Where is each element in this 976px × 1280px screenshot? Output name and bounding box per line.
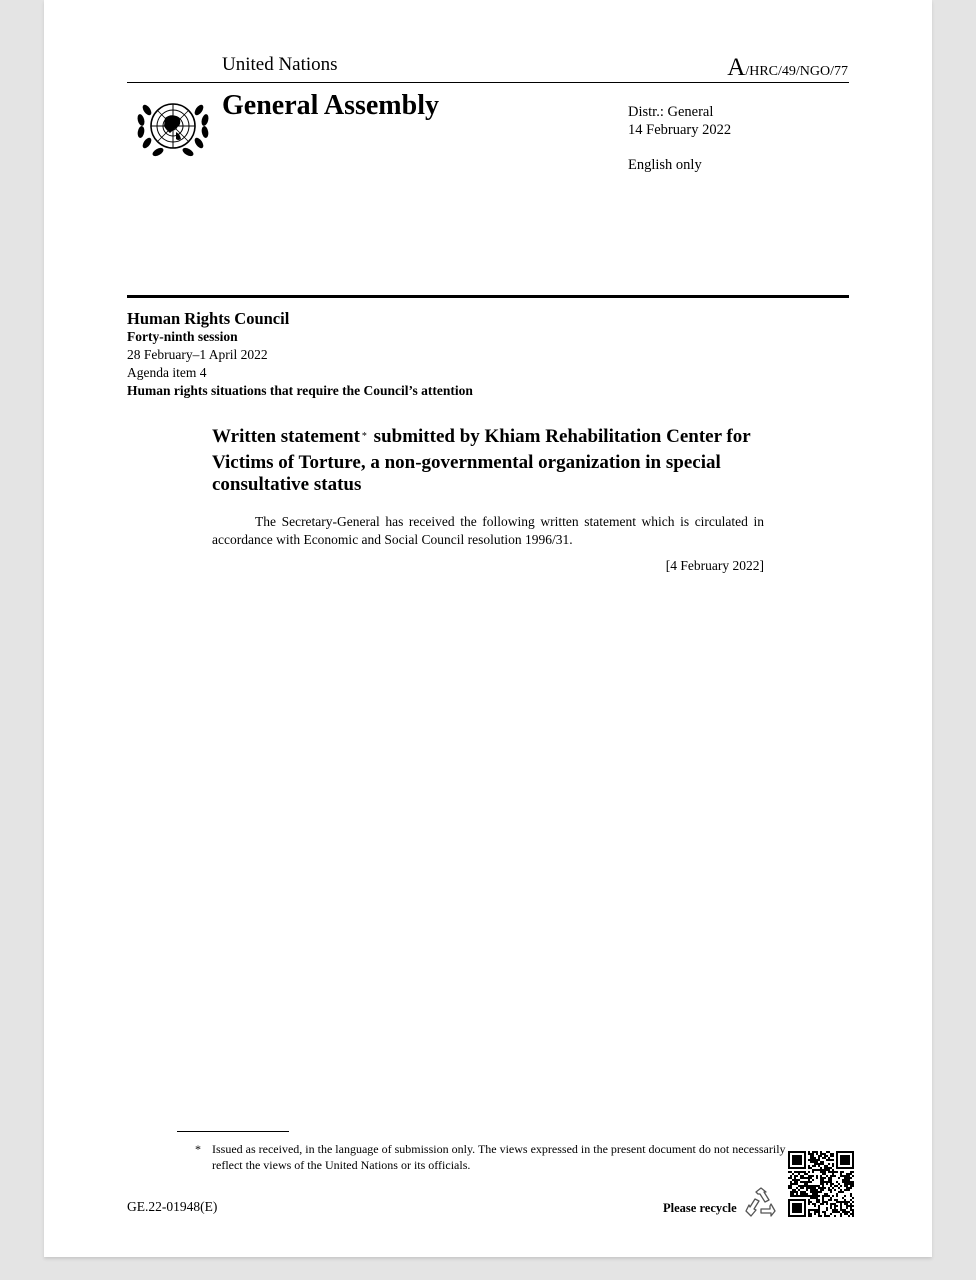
statement-heading [212,426,772,497]
footnote-reference[interactable]: * [361,431,367,442]
footnote-rule [177,1131,289,1132]
footnote-text: Issued as received, in the language of submission only. The views expressed in the present document do not necessarily reflect the views of the United Nations or its officials. [212,1142,786,1172]
document-symbol [727,55,848,80]
un-emblem-icon [132,92,214,162]
received-date: [4 February 2022] [665,558,764,573]
document-number: GE.22-01948(E) [127,1199,218,1214]
agenda-title: Human rights situations that require the Council’s attention [127,383,473,398]
language-note: English only [628,157,702,173]
issue-date: 14 February 2022 [628,122,732,138]
footnote [195,1141,786,1173]
org-name: United Nations [222,54,338,75]
intro-paragraph: The Secretary-General has received the following written statement which is circulated in accordance with Economic and Social Council resolution 1996/31. [212,514,764,547]
recycle-icon [744,1186,778,1220]
heading-part2: submitted by Khiam Rehabilitation Center for Victims of Torture, a non-governmental organization in special consultative status [212,426,751,495]
agenda-item: Agenda item 4 [127,365,207,380]
symbol-prefix: A [727,54,746,81]
section-rule [127,295,849,298]
distribution: Distr.: General [628,104,714,120]
body-title: General Assembly [222,90,439,121]
document-page [44,0,932,1257]
recycle-label: Please recycle [663,1201,737,1215]
footnote-mark: * [195,1142,201,1156]
council-name: Human Rights Council [127,309,290,328]
symbol-rest: /HRC/49/NGO/77 [745,64,848,79]
heading-part1: Written statement [212,426,360,447]
session-name: Forty-ninth session [127,329,238,344]
distribution-block [628,103,731,139]
session-dates: 28 February–1 April 2022 [127,347,268,362]
header-rule [127,82,849,83]
qr-code-icon [788,1151,854,1217]
